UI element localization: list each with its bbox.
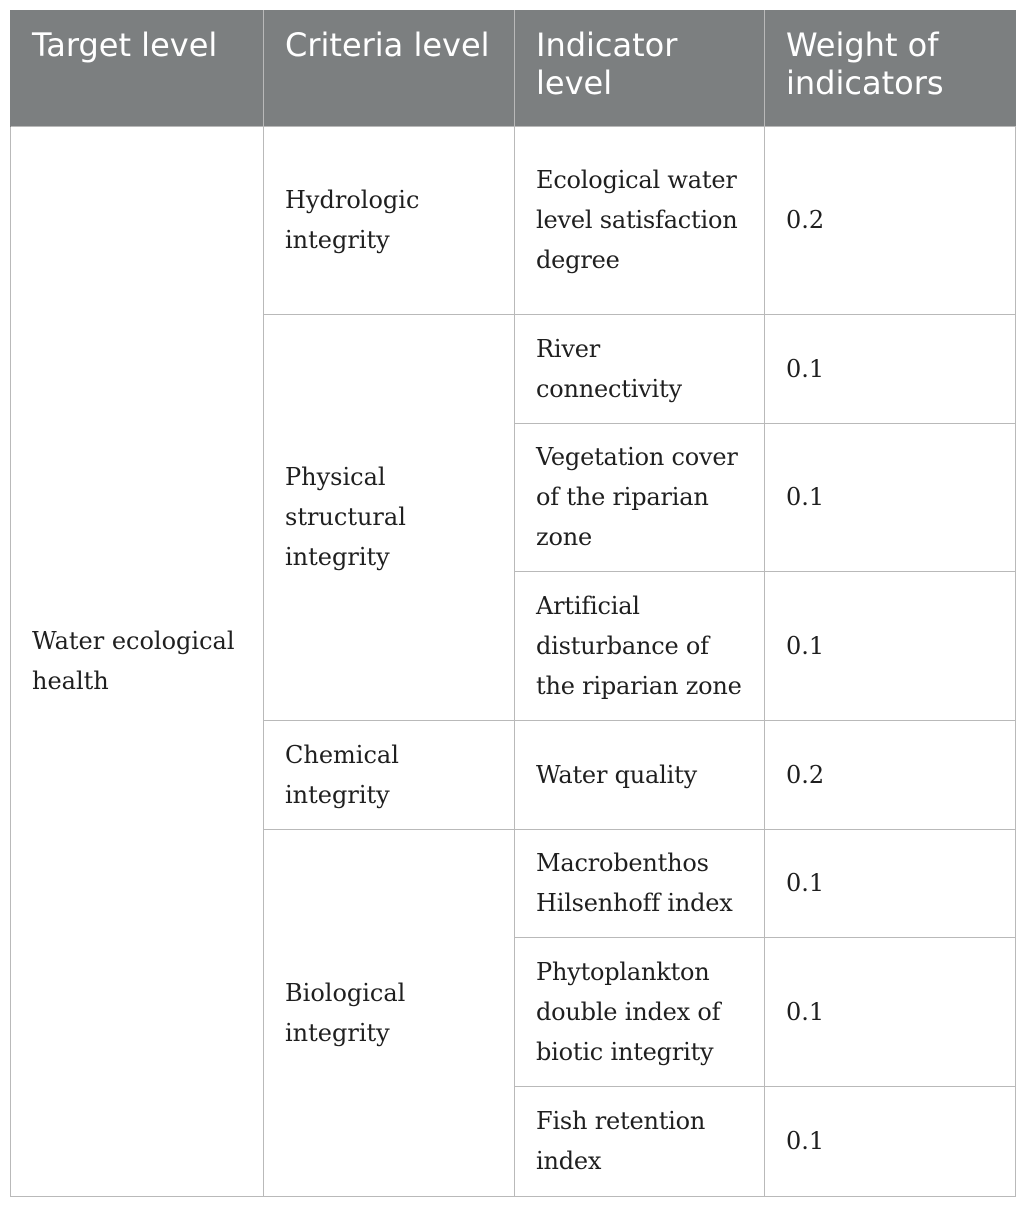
indicator-cell: Vegetation cover of the riparian zone bbox=[515, 423, 765, 571]
indicator-cell: Macrobenthos Hilsenhoff index bbox=[515, 829, 765, 937]
criteria-cell: Chemical integrity bbox=[264, 720, 515, 829]
indicator-cell: Water quality bbox=[515, 720, 765, 829]
table-header bbox=[11, 10, 1016, 126]
indicator-cell: River connectivity bbox=[515, 314, 765, 423]
weight-cell: 0.1 bbox=[765, 314, 1016, 423]
criteria-cell: Physical structural integrity bbox=[264, 314, 515, 720]
indicator-cell: Ecological water level satisfaction degree bbox=[515, 126, 765, 314]
weight-cell: 0.1 bbox=[765, 571, 1016, 720]
indicator-cell: Phytoplankton double index of biotic integrity bbox=[515, 937, 765, 1086]
table-body bbox=[11, 126, 1016, 1196]
weight-cell: 0.1 bbox=[765, 829, 1016, 937]
weight-cell: 0.1 bbox=[765, 423, 1016, 571]
header-target-level: Target level bbox=[11, 10, 264, 126]
criteria-cell: Hydrologic integrity bbox=[264, 126, 515, 314]
criteria-cell: Biological integrity bbox=[264, 829, 515, 1196]
indicator-cell: Artificial disturbance of the riparian zone bbox=[515, 571, 765, 720]
header-indicator-level: Indicator level bbox=[515, 10, 765, 126]
header-row bbox=[11, 10, 1016, 126]
weight-cell: 0.1 bbox=[765, 937, 1016, 1086]
weight-cell: 0.2 bbox=[765, 126, 1016, 314]
weight-cell: 0.1 bbox=[765, 1086, 1016, 1196]
target-cell: Water ecological health bbox=[11, 126, 264, 1196]
indicator-weights-table bbox=[10, 10, 1016, 1197]
header-criteria-level: Criteria level bbox=[264, 10, 515, 126]
weight-cell: 0.2 bbox=[765, 720, 1016, 829]
table-row bbox=[11, 126, 1016, 314]
indicator-cell: Fish retention index bbox=[515, 1086, 765, 1196]
header-weight-of-indicators: Weight of indicators bbox=[765, 10, 1016, 126]
